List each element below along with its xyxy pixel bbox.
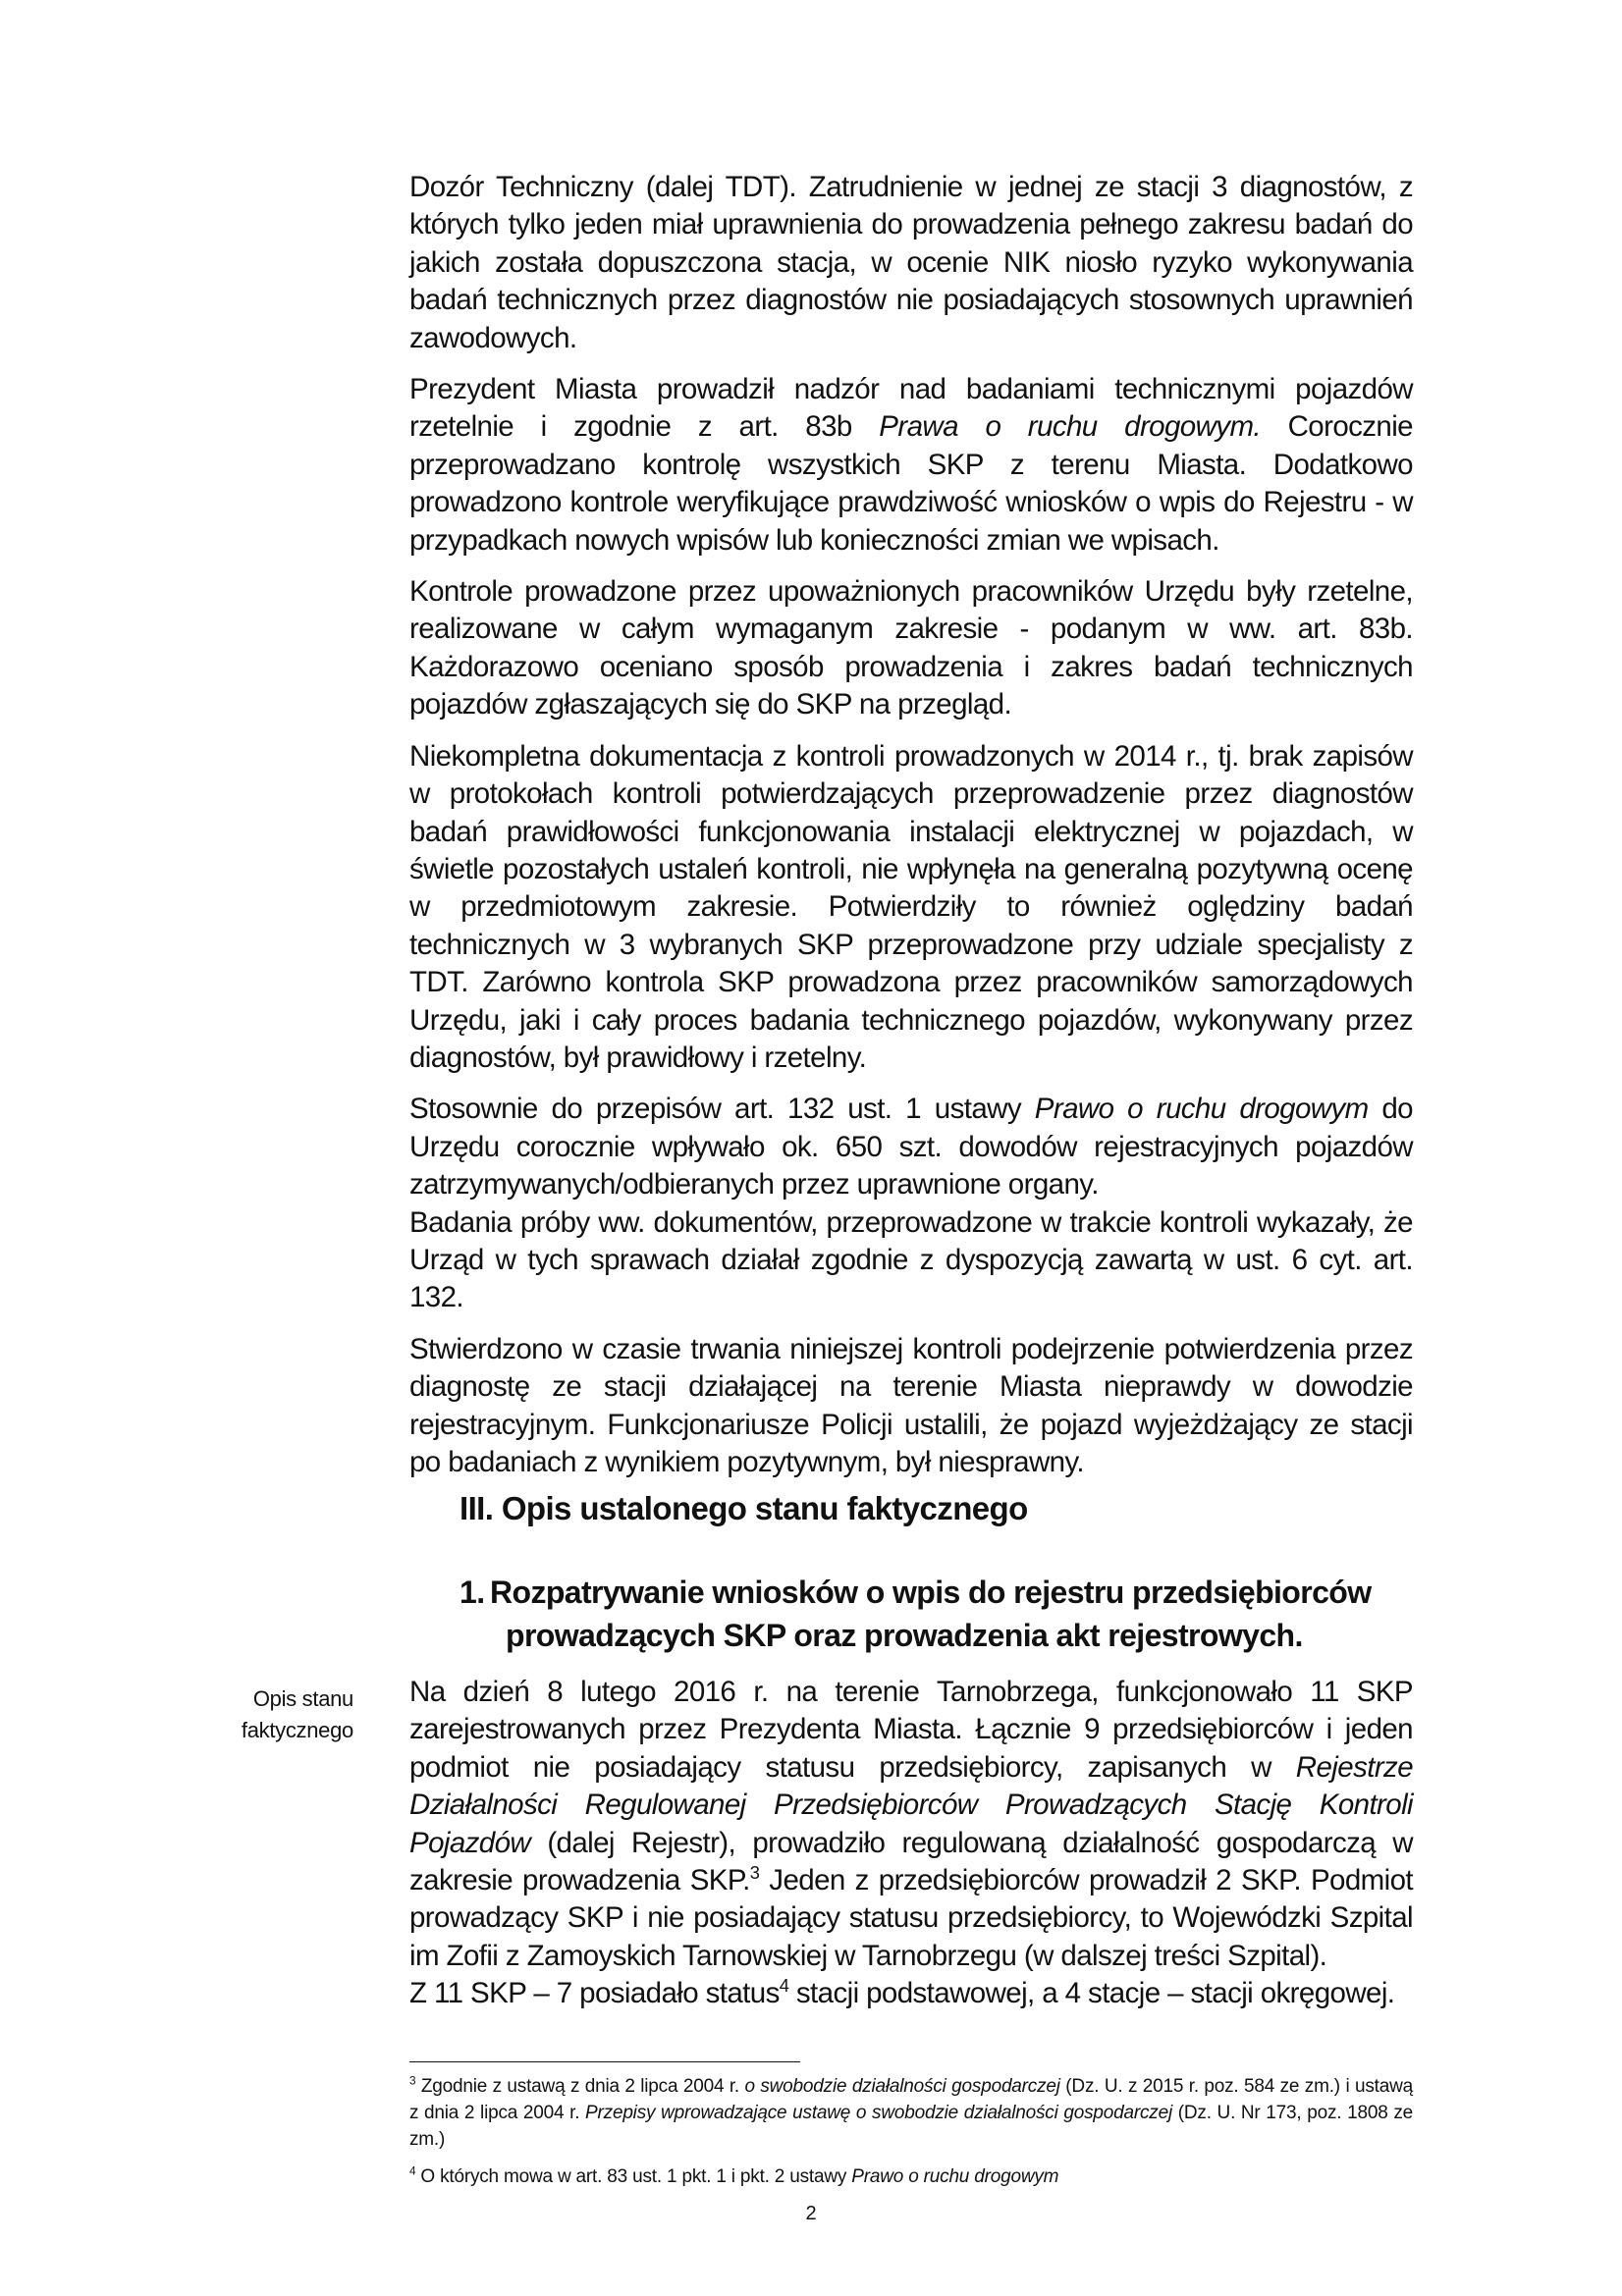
paragraph-nadzor	[409, 371, 1413, 560]
page-number: 2	[805, 2203, 817, 2224]
footnote-4-number: 4	[409, 2164, 416, 2178]
section-heading: III. Opis ustalonego stanu faktycznego	[460, 1490, 1028, 1526]
footnote-4-text: O których mowa w art. 83 ust. 1 pkt. 1 i pkt. 2 ustawy	[415, 2166, 852, 2187]
paragraph-status-text-2: stacji podstawowej, a 4 stacje – stacji okręgowej.	[788, 1977, 1395, 2010]
paragraph-dokumentacja	[409, 738, 1413, 1078]
lower-text-column	[409, 1674, 1413, 2027]
footnote-4-italic: Prawo o ruchu drogowym	[851, 2166, 1059, 2187]
paragraph-stan-text-3: Jeden z przedsiębiorców prowadził 2 SKP. Podmiot prowadzący SKP i nie posiadający statusu przedsiębiorcy, to Wojewódzki Szpital im Zofii z Zamoyskich Tarnowskiej w Tarnobrzegu (w dalszej treści Szpital).	[409, 1864, 1413, 1972]
footnote-3-text-3: (Dz. U. Nr 173, poz. 1808 ze zm.)	[409, 2103, 1414, 2150]
footnote-3-text-2: (Dz. U. z 2015 r. poz. 584 ze zm.) i ustawą z dnia 2 lipca 2004 r.	[409, 2076, 1413, 2123]
paragraph-status-stacji	[409, 1975, 1413, 2012]
paragraph-kontrole-text: Kontrole prowadzone przez upoważnionych pracowników Urzędu były rzetelne, realizowane w całym wymaganym zakresie - podanym w ww. art. 83b. Każdorazowo oceniano sposób prowadzenia i zakres badań technicznych pojazdów zgłaszających się do SKP na przegląd.	[409, 575, 1413, 721]
main-text-column	[409, 169, 1413, 1495]
paragraph-dokumentacja-text: Niekompletna dokumentacja z kontroli prowadzonych w 2014 r., tj. brak zapisów w protokołach kontroli potwierdzających przeprowadzenie przez diagnostów badań prawidłowości funkcjonowania instalacji elektrycznej w pojazdach, w świetle pozostałych ustaleń kontroli, nie wpłynęła na generalną pozytywną ocenę w przedmiotowym zakresie. Potwierdziły to również oględziny badań technicznych w 3 wybranych SKP przeprowadzone przy udziale specjalisty z TDT. Zarówno kontrola SKP prowadzona przez pracowników samorządowych Urzędu, jaki i cały proces badania technicznego pojazdów, wykonywany przez diagnostów, był prawidłowy i rzetelny.	[409, 739, 1413, 1074]
subsection-number: 1.	[460, 1575, 485, 1610]
footnote-3-number: 3	[409, 2074, 416, 2088]
footnote-3	[409, 2073, 1413, 2153]
subsection-title-line1: Rozpatrywanie wniosków o wpis do rejestru przedsiębiorców	[490, 1575, 1372, 1610]
subsection-heading	[460, 1571, 1417, 1657]
subsection-title-line2: prowadzących SKP oraz prowadzenia akt rejestrowych.	[506, 1618, 1303, 1653]
paragraph-tdt-text: Dozór Techniczny (dalej TDT). Zatrudnienie w jednej ze stacji 3 diagnostów, z których tylko jeden miał uprawnienia do prowadzenia pełnego zakresu badań do jakich została dopuszczona stacja, w ocenie NIK niosło ryzyko wykonywania badań technicznych przez diagnostów nie posiadających stosownych uprawnień zawodowych.	[409, 171, 1413, 354]
paragraph-nadzor-text-2: Corocznie przeprowadzano kontrolę wszystkich SKP z terenu Miasta. Dodatkowo prowadzono kontrole weryfikujące prawdziwość wniosków o wpis do Rejestru - w przypadkach nowych wpisów lub konieczności zmian we wpisach.	[409, 410, 1413, 557]
paragraph-badania-proby-text: Badania próby ww. dokumentów, przeprowadzone w trakcie kontroli wykazały, że Urząd w tych sprawach działał zgodnie z dyspozycją zawartą w ust. 6 cyt. art. 132.	[409, 1205, 1413, 1314]
footnotes	[409, 2073, 1413, 2201]
paragraph-dowody-text-1: Stosownie do przepisów art. 132 ust. 1 ustawy	[409, 1093, 1035, 1126]
paragraph-nadzor-italic: Prawa o ruchu drogowym.	[879, 410, 1262, 444]
paragraph-dowody-italic: Prawo o ruchu drogowym	[1034, 1093, 1369, 1126]
paragraph-podejrzenie	[409, 1331, 1413, 1482]
paragraph-stan-faktyczny	[409, 1674, 1413, 1975]
footnote-3-text-1: Zgodnie z ustawą z dnia 2 lipca 2004 r.	[415, 2076, 745, 2097]
paragraph-stan-text-2: (dalej Rejestr), prowadziło regulowaną działalność gospodarczą w zakresie prowadzenia SKP.	[409, 1826, 1413, 1897]
paragraph-stan-italic: Rejestrze Działalności Regulowanej Przedsiębiorców Prowadzących Stację Kontroli Pojazdów	[409, 1750, 1413, 1859]
paragraph-nadzor-text-1: Prezydent Miasta prowadził nadzór nad badaniami technicznymi pojazdów rzetelnie i zgodnie z art. 83b	[409, 373, 1413, 444]
paragraph-status-text-1: Z 11 SKP – 7 posiadało status	[409, 1977, 780, 2010]
footnote-ref-3[interactable]: 3	[749, 1862, 760, 1884]
paragraph-stan-text-1: Na dzień 8 lutego 2016 r. na terenie Tarnobrzega, funkcjonowało 11 SKP zarejestrowanych przez Prezydenta Miasta. Łącznie 9 przedsiębiorców i jeden podmiot nie posiadający statusu przedsiębiorcy, zapisanych w	[409, 1676, 1413, 1784]
paragraph-kontrole	[409, 573, 1413, 724]
footnote-3-italic-2: Przepisy wprowadzające ustawę o swobodzie działalności gospodarczej	[585, 2103, 1172, 2123]
footnote-ref-4[interactable]: 4	[779, 1975, 789, 1997]
margin-note	[196, 1683, 353, 1746]
paragraph-badania-proby	[409, 1204, 1413, 1317]
footnote-4	[409, 2163, 1413, 2190]
margin-note-line1: Opis stanu	[252, 1686, 353, 1711]
footnote-3-italic-1: o swobodzie działalności gospodarczej	[744, 2076, 1060, 2097]
paragraph-dowody-text-2: do Urzędu corocznie wpływało ok. 650 szt. dowodów rejestracyjnych pojazdów zatrzymywanych/odbieranych przez uprawnione organy.	[409, 1093, 1413, 1201]
footnote-separator	[409, 2061, 800, 2062]
paragraph-dowody	[409, 1091, 1413, 1203]
paragraph-podejrzenie-text: Stwierdzono w czasie trwania niniejszej kontroli podejrzenie potwierdzenia przez diagnostę ze stacji działającej na terenie Miasta nieprawdy w dowodzie rejestracyjnym. Funkcjonariusze Policji ustalili, że pojazd wyjeżdżający ze stacji po badaniach z wynikiem pozytywnym, był niesprawny.	[409, 1332, 1413, 1478]
paragraph-tdt	[409, 169, 1413, 357]
margin-note-line2: faktycznego	[241, 1718, 353, 1742]
